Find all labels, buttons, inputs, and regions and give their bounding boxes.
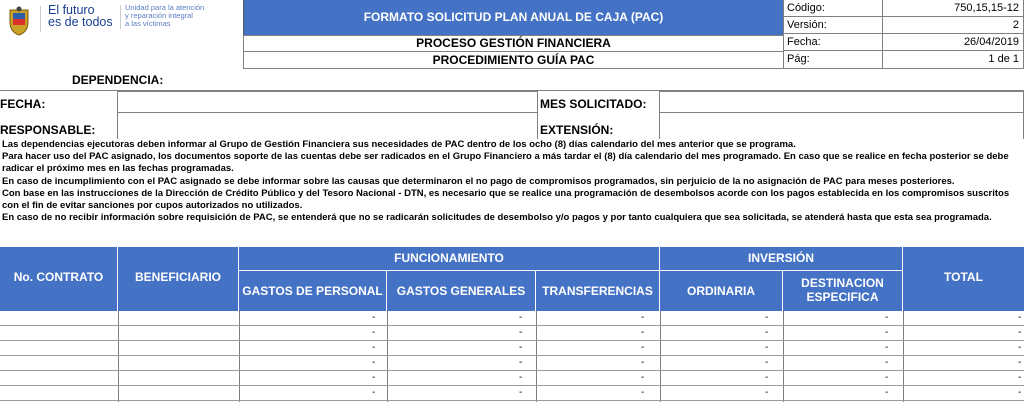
table-row[interactable] <box>0 341 1024 356</box>
group-inversion: INVERSIÓN <box>660 247 903 271</box>
empty-amount: - <box>885 342 889 353</box>
empty-amount: - <box>519 372 523 383</box>
instruction-item: Con base en las instrucciones de la Dirección de Crédito Público y del Tesoro Nacional - DTN, es necesario que se realice una programación de desembolsos acorde con los pagos establecida en los compromisos suscritos con el fin de evitar sanciones por cupos autorizados no utilizados. <box>2 187 1010 212</box>
meta-date-label: Fecha: <box>783 33 883 51</box>
meta-code-value: 750,15,15-12 <box>882 0 1024 17</box>
empty-amount: - <box>372 312 376 323</box>
table-header <box>0 247 1024 311</box>
instruction-item: Las dependencias ejecutoras deben informar al Grupo de Gestión Financiera sus necesidades de PAC dentro de los ocho (8) días calendario del mes anterior que se programa. <box>2 139 796 150</box>
process-name: PROCESO GESTIÓN FINANCIERA <box>243 35 784 52</box>
col-ordinaria: ORDINARIA <box>660 271 783 311</box>
meta-page-value: 1 de 1 <box>882 50 1024 69</box>
logo-slogan: El futuro es de todos <box>48 3 113 29</box>
empty-amount: - <box>519 312 523 323</box>
document-meta <box>783 0 1024 69</box>
instructions <box>0 139 1024 247</box>
table-row[interactable] <box>0 371 1024 386</box>
empty-amount: - <box>519 357 523 368</box>
instruction-item: En caso de no recibir información sobre requisición de PAC, se entenderá que no se radicarán solicitudes de desembolso y/o pagos y por tanto cualquiera que sea solicitada, se atenderá hasta que esta sea programada. <box>2 212 992 224</box>
empty-amount: - <box>885 372 889 383</box>
empty-amount: - <box>885 357 889 368</box>
empty-amount: - <box>1018 387 1022 398</box>
col-beneficiario: BENEFICIARIO <box>118 247 239 311</box>
empty-amount: - <box>519 342 523 353</box>
empty-amount: - <box>885 312 889 323</box>
empty-amount: - <box>1018 342 1022 353</box>
empty-amount: - <box>372 387 376 398</box>
empty-amount: - <box>885 327 889 338</box>
mes-solicitado-field[interactable] <box>659 91 1024 113</box>
empty-amount: - <box>765 342 769 353</box>
coat-of-arms-icon <box>6 6 32 36</box>
empty-amount: - <box>641 387 645 398</box>
empty-amount: - <box>765 327 769 338</box>
empty-amount: - <box>641 357 645 368</box>
meta-version-label: Versión: <box>783 16 883 34</box>
empty-amount: - <box>1018 372 1022 383</box>
responsable-field[interactable] <box>117 112 538 139</box>
meta-page-label: Pág: <box>783 50 883 69</box>
empty-amount: - <box>765 372 769 383</box>
empty-amount: - <box>641 327 645 338</box>
mes-solicitado-label: MES SOLICITADO: <box>540 97 647 111</box>
col-gastos-generales: GASTOS GENERALES <box>387 271 536 311</box>
extension-field[interactable] <box>659 112 1024 139</box>
fecha-label: FECHA: <box>0 97 46 111</box>
empty-amount: - <box>1018 327 1022 338</box>
responsable-label: RESPONSABLE: <box>0 123 96 137</box>
table-row[interactable] <box>0 326 1024 341</box>
empty-amount: - <box>372 327 376 338</box>
form-title: FORMATO SOLICITUD PLAN ANUAL DE CAJA (PAC) <box>243 0 784 36</box>
col-total: TOTAL <box>944 270 983 284</box>
procedure-name: PROCEDIMIENTO GUÍA PAC <box>243 51 784 69</box>
meta-date-value: 26/04/2019 <box>882 33 1024 51</box>
table-row[interactable] <box>0 386 1024 401</box>
logo-entity: Unidad para la atención y reparación integral a las víctimas <box>125 3 205 28</box>
empty-amount: - <box>519 327 523 338</box>
empty-amount: - <box>372 372 376 383</box>
empty-amount: - <box>641 372 645 383</box>
col-contrato: No. CONTRATO <box>0 247 118 311</box>
instruction-item: Para hacer uso del PAC asignado, los documentos soporte de las cuentas debe ser radicados en el Grupo Financiero a más tardar el (8) día calendario del mes programado. En caso que se realice en fecha posterior se debe radicar el próximo mes en las fechas programadas. <box>2 151 1009 175</box>
empty-amount: - <box>372 342 376 353</box>
empty-amount: - <box>885 387 889 398</box>
col-transferencias: TRANSFERENCIAS <box>536 271 660 311</box>
empty-amount: - <box>641 312 645 323</box>
meta-version-value: 2 <box>882 16 1024 34</box>
empty-amount: - <box>765 387 769 398</box>
meta-code-label: Código: <box>783 0 883 17</box>
col-gastos-personal: GASTOS DE PERSONAL <box>239 271 387 311</box>
empty-amount: - <box>1018 357 1022 368</box>
extension-label: EXTENSIÓN: <box>540 123 614 137</box>
table-row[interactable] <box>0 311 1024 326</box>
empty-amount: - <box>1018 312 1022 323</box>
empty-amount: - <box>641 342 645 353</box>
table-row[interactable] <box>0 356 1024 371</box>
empty-amount: - <box>765 312 769 323</box>
dependencia-label: DEPENDENCIA: <box>72 73 164 87</box>
empty-amount: - <box>519 387 523 398</box>
group-funcionamiento: FUNCIONAMIENTO <box>239 247 660 271</box>
empty-amount: - <box>372 357 376 368</box>
fecha-field[interactable] <box>117 91 538 113</box>
table-body <box>0 311 1024 402</box>
logo <box>0 0 243 36</box>
empty-amount: - <box>765 357 769 368</box>
col-destinacion-especifica: DESTINACION ESPECIFICA <box>783 271 903 311</box>
instruction-item: En caso de incumplimiento con el PAC asignado se debe informar sobre las causas que determinaron el no pago de compromisos programados, sin perjuicio de la no asignación de PAC para meses posteriores. <box>2 175 955 187</box>
